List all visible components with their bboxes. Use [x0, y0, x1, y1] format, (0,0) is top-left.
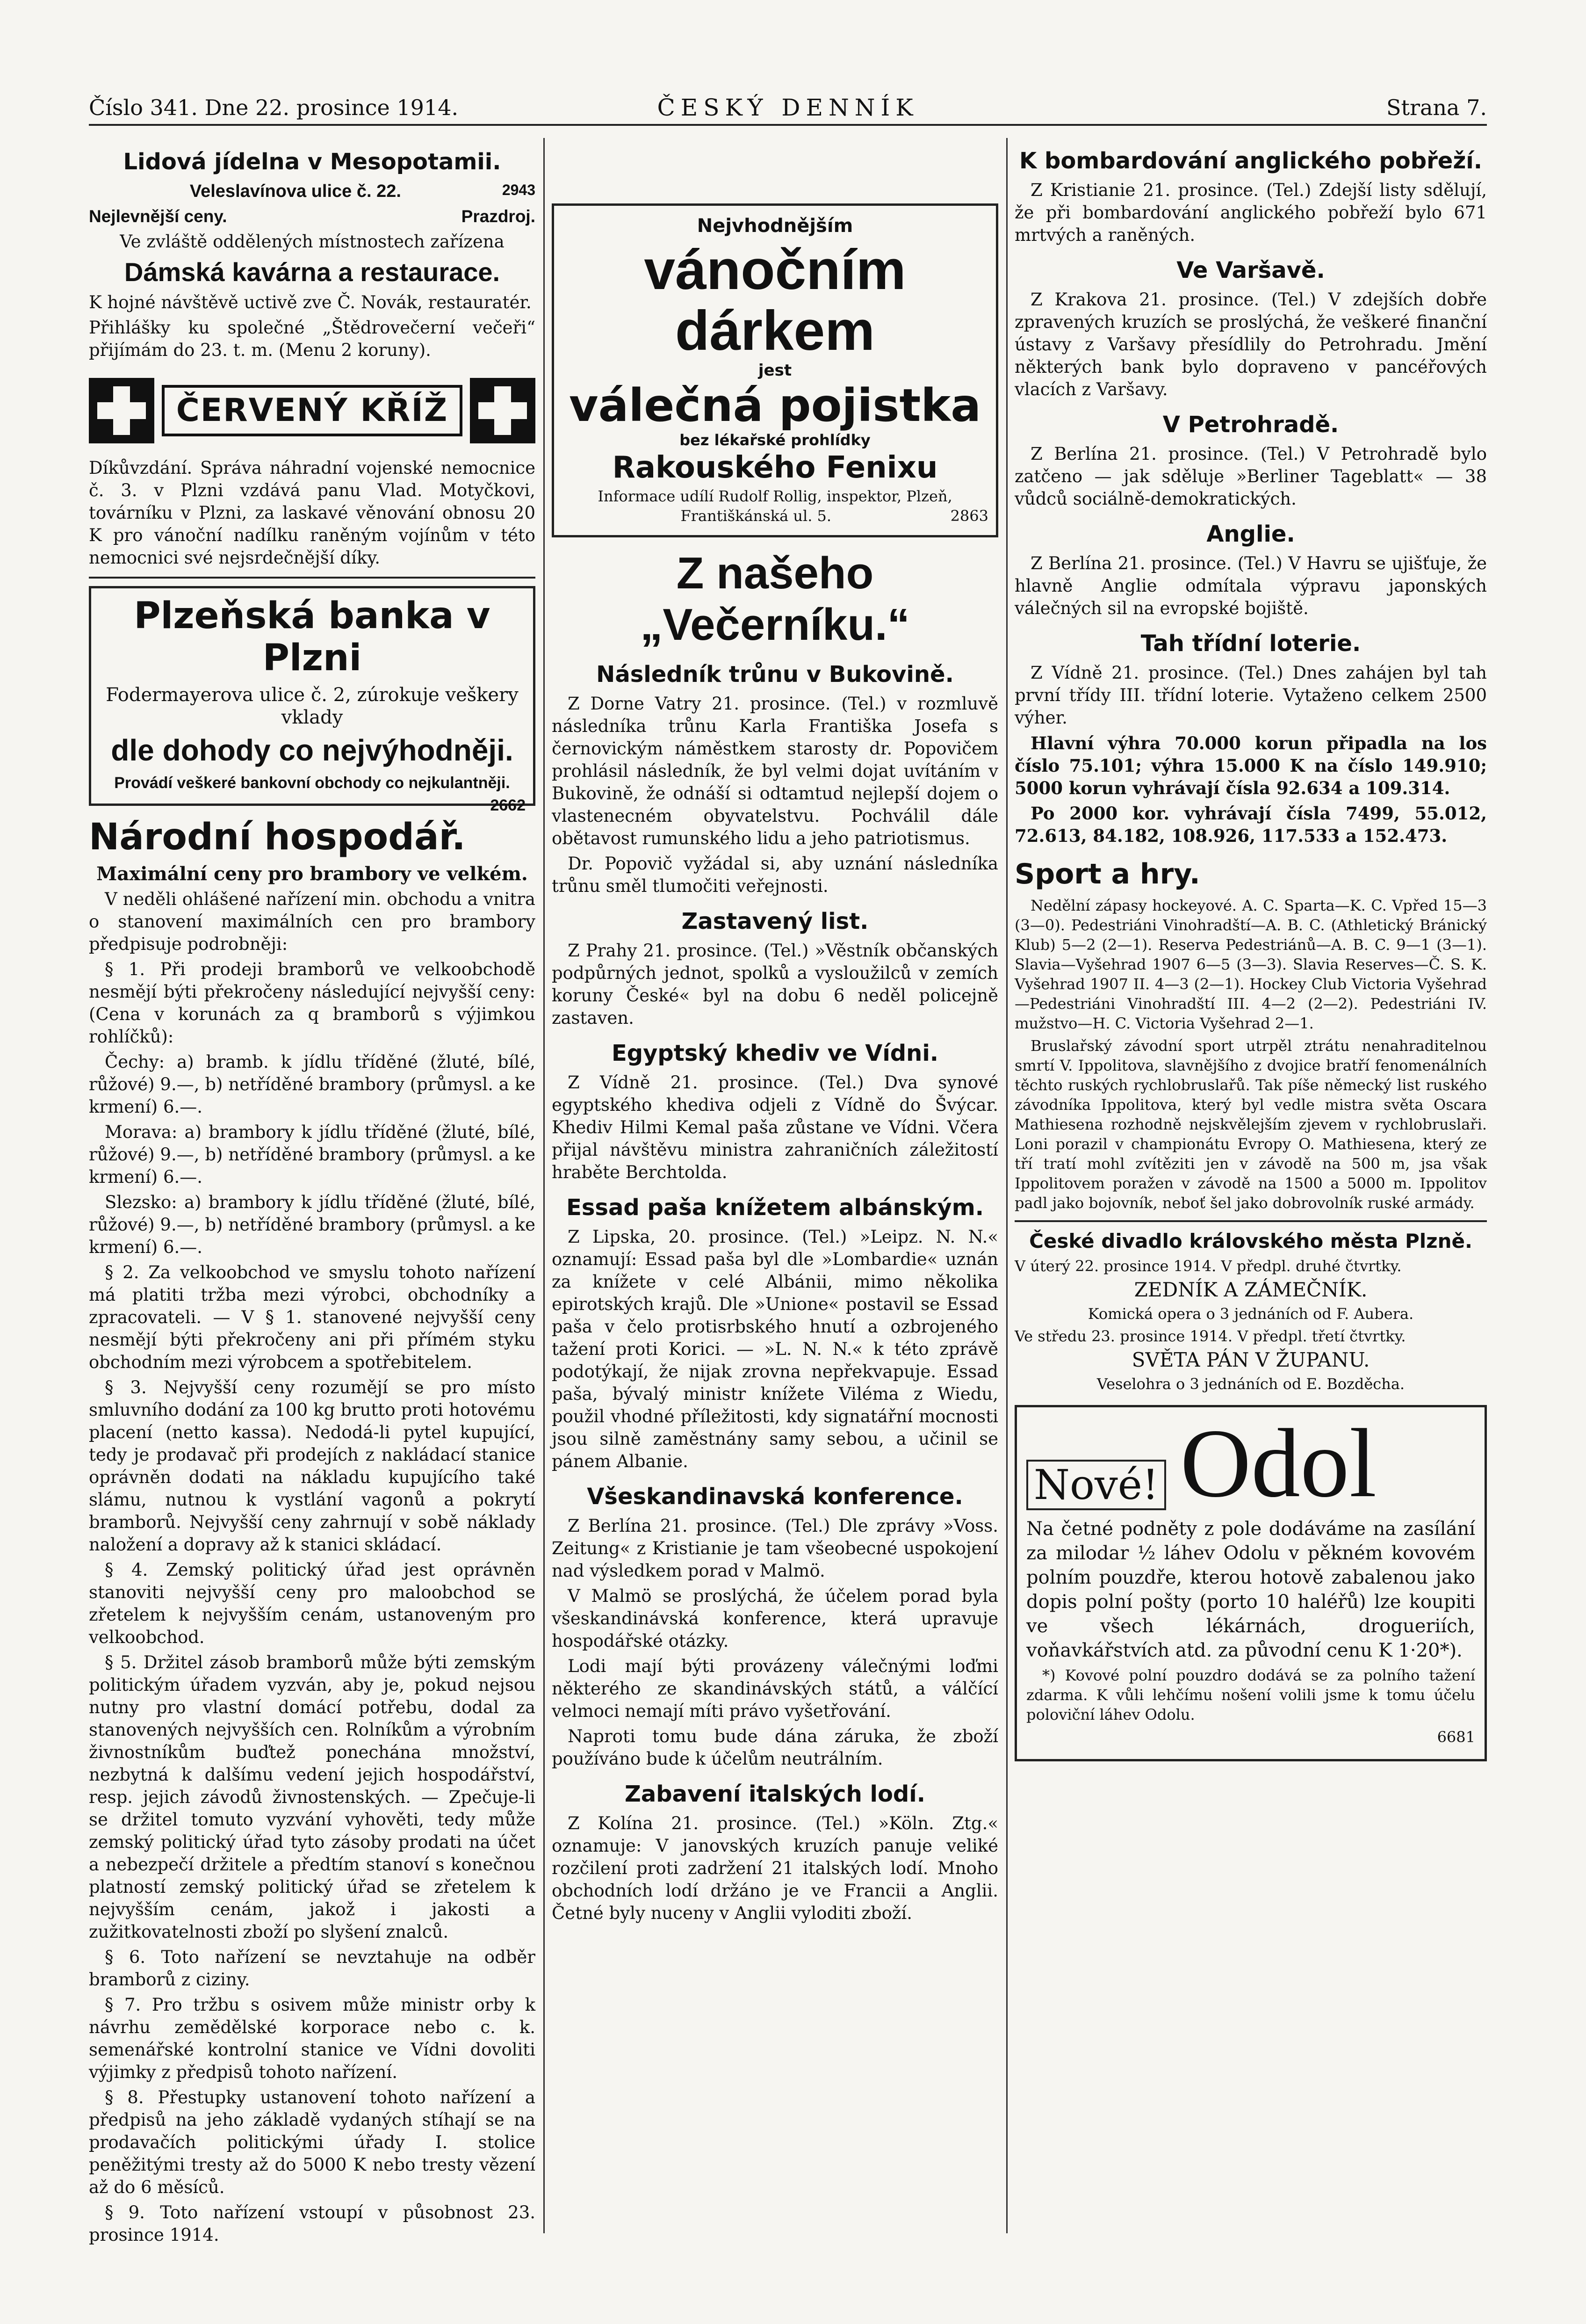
paragraph: Dr. Popovič vyžádal si, aby uznání následníka trůnu směl tlumočiti veřejnosti. — [552, 854, 998, 896]
ad-restaurant-owner: K hojné návštěvě uctivě zve Č. Novák, restauratér. — [89, 292, 532, 312]
theatre-line: V úterý 22. prosince 1914. V předpl. druhé čtvrtky. — [1015, 1257, 1402, 1275]
insurance-l1: Nejvhodnějším — [697, 215, 853, 237]
insurance-l5: bez lékařské prohlídky — [679, 431, 871, 449]
odol-note: *) Kovové polní pouzdro dodává se za polního tažení zdarma. K vůli lehčímu nošení volili jsme k tomu účelu poloviční láhev Odolu. — [1026, 1666, 1475, 1723]
paragraph: Po 2000 kor. vyhrávají čísla 7499, 55.012, 72.613, 84.182, 108.926, 117.533 a 152.473. — [1015, 803, 1487, 846]
article-title: Sport a hry. — [1015, 858, 1200, 891]
paragraph: Slezsko: a) brambory k jídlu tříděné (žluté, bílé, růžové) 9.—, b) netříděné brambory (průmysl. a ke krmení) 6.—. — [89, 1192, 535, 1257]
paragraph: § 1. Při prodeji bramborů ve velkoobchodě nesmějí býti překročeny následující nejvyšší ceny: (Cena v korunách za q bramborů s výjimkou rohlíčků): — [89, 959, 535, 1047]
paragraph: Z Berlína 21. prosince. (Tel.) Dle zprávy »Voss. Zeitung« z Kristianie je tam všeobecné uspokojení nad výsledkem porad v Malmö. — [552, 1516, 998, 1581]
insurance-contact: Informace udílí Rudolf Rollig, inspektor, Plzeň, Františkánská ul. 5. — [598, 487, 952, 525]
theatre-program — [1015, 1230, 1487, 1394]
ad-bank — [89, 586, 535, 814]
paragraph: Z Krakova 21. prosince. (Tel.) V zdejších dobře zpravených kruzích se proslýchá, že veškeré finanční ústavy z Varšavy přesídlily do Petrohradu. Jmění některých bank bylo dopraveno v pancéřových vlacích z Varšavy. — [1015, 290, 1487, 399]
paragraph: Z Vídně 21. prosince. (Tel.) Dva synové egyptského khediva odjeli z Vídně do Švýcar. Khediv Hilmi Kemal paša zůstane ve Vídni. Včera přijal návštěvu ministra zahraničních záležitostí hraběte Berchtolda. — [552, 1072, 998, 1182]
paragraph: Hlavní výhra 70.000 korun připadla na los číslo 75.101; výhra 15.000 K na číslo 149.910; 5000 korun vyhrávají čísla 92.634 a 109.314. — [1015, 733, 1487, 798]
column-1 — [89, 138, 535, 2245]
odol-new-label: Nové! — [1026, 1460, 1166, 1510]
paragraph: Z Dorne Vatry 21. prosince. (Tel.) v rozmluvě následníka trůnu Karla Františka Josefa s černovickým náměstkem starosty dr. Popovičem prohlásil následník, že byl velmi dojat uvítáním v Bukovině, že odnáší si odtamtud nejlepší dojem o vlastenecném obyvatelstvu. Pochválil dále obětavost rumunského lidu a jeho patriotismus. — [552, 694, 998, 848]
page-header — [89, 91, 1487, 126]
newspaper-title: ČESKÝ DENNÍK — [657, 94, 919, 121]
article-title: Tah třídní loterie. — [1140, 630, 1361, 657]
article-title: Ve Varšavě. — [1176, 257, 1325, 283]
column-3 — [1015, 138, 1487, 2233]
paragraph: Čechy: a) bramb. k jídlu tříděné (žluté, bílé, růžové) 9.—, b) netříděné brambory (průmysl. a ke krmení) 6.—. — [89, 1052, 535, 1117]
article-title: Egyptský khediv ve Vídni. — [611, 1040, 939, 1066]
column-divider — [1006, 138, 1008, 2233]
ad-odol — [1015, 1405, 1487, 1761]
red-cross-icon — [89, 378, 154, 443]
theatre-play: SVĚTA PÁN V ŽUPANU. — [1132, 1348, 1370, 1371]
paragraph: V neděli ohlášené nařízení min. obchodu a vnitra o stanovení maximálních cen pro brambory předpisuje podrobněji: — [89, 889, 535, 954]
ad-restaurant-address: Veleslavínova ulice č. 22. — [189, 181, 401, 201]
ad-restaurant — [89, 148, 535, 362]
column-2 — [552, 138, 998, 2233]
ad-restaurant-cafe: Dámská kavárna a restaurace. — [124, 257, 500, 287]
insurance-l4: válečná pojistka — [569, 379, 981, 432]
ad-restaurant-line: Ve zvláště oddělených místnostech zařízena — [120, 232, 505, 252]
paragraph: § 6. Toto nařízení se nevztahuje na odběr bramborů z ciziny. — [89, 1947, 535, 1990]
insurance-l2: vánočním dárkem — [644, 239, 906, 362]
ad-restaurant-prices: Nejlevnější ceny. — [89, 207, 227, 226]
article-title: V Petrohradě. — [1162, 412, 1339, 438]
paragraph: § 5. Držitel zásob bramborů může býti zemským politickým úřadem vyzván, aby je, pokud nejsou nutny pro vlastní domácí potřebu, dodal za stanovených nejvyšších cen. Rolníkům a výrobním živnostníkům buďtež ponechána množství, nezbytná k dalšímu vedení jejich hospodářství, resp. jejich závodů živnostenských. — Zpečuje-li se držitel tomuto vyzvání vyhověti, tedy může zemský politický úřad tyto zásoby prodati na účet a nebezpečí držitele a předtím stanoví s konečnou platností zemský politický úřad se zřetelem k nejvyšším cenám, jakož i jakosti a zužitkovatelnosti zboží po slyšení znalců. — [89, 1652, 535, 1942]
odol-logo: Odol — [1180, 1409, 1377, 1518]
article-title: Následník trůnu v Bukovině. — [596, 661, 954, 688]
red-cross-banner — [89, 376, 535, 446]
paragraph: Morava: a) brambory k jídlu tříděné (žluté, bílé, růžové) 9.—, b) netříděné brambory (průmysl. a ke krmení) 6.—. — [89, 1122, 535, 1187]
article-title: Zastavený list. — [681, 908, 869, 934]
paragraph: § 4. Zemský politický úřad jest oprávněn stanoviti nejvyšší ceny pro maloobchod se zřetelem k nejvyšším cenám, ustanoveným pro velkoobchod. — [89, 1560, 535, 1647]
red-cross-icon — [470, 378, 535, 443]
article-title: Essad paša knížetem albánským. — [566, 1195, 984, 1221]
paragraph: Bruslařský závodní sport utrpěl ztrátu nenahraditelnou smrtí V. Ippolitova, slavnějšího z dvojice bratří fenomenálních těchto ruských rychlobruslařů. Tak píše německý list ruského závodníka Ippolitova, který byl vedle mistra světa Oscara Mathiesena rozhodně nejskvělejším zjevem v rychlobruslaři. Loni porazil v championátu Evropy O. Mathiesena, který ze tří tratí mohl zvítěziti jen v závodě na 500 m, jsa však Ippolitovem poražen v závodě na 1500 a 5000 m. Ippolitov padl jako bojovník, neboť šel jako dobrovolník ruské armády. — [1015, 1037, 1487, 1212]
section-title: Z našeho „Večerníku.“ — [640, 548, 910, 650]
bank-title: Plzeňská banka v Plzni — [134, 595, 490, 679]
red-cross-thanks: Díkůvzdání. Správa náhradní vojenské nemocnice č. 3. v Plzni vzdává panu Vlad. Motyčkovi, továrníku v Plzni, za laskavé věnování obnosu 20 K pro vánoční nadílku raněným vojínům v této nemocnici své nejsrdečnější díky. — [89, 458, 535, 568]
bank-services: Provádí veškeré bankovní obchody co nejkulantněji. — [114, 774, 510, 792]
ad-restaurant-dinner: Přihlášky ku společné „Štědrovečerní večeři“ přijímám do 23. t. m. (Menu 2 koruny). — [89, 318, 535, 360]
paragraph: § 8. Přestupky ustanovení tohoto nařízení a předpisů na jeho základě vydaných stíhají se na prodavačích politickými úřady I. stolice peněžitými tresty až do 5000 K nebo tresty vězení až do 6 měsíců. — [89, 2087, 535, 2197]
paragraph: § 2. Za velkoobchod ve smyslu tohoto nařízení má platiti tržba mezi výrobci, obchodníky a zpracovateli. — V § 1. stanovené nejvyšší ceny nesmějí býti překročeny ani při přímém styku obchodním mezi výrobcem a spotřebitelem. — [89, 1262, 535, 1372]
divider — [89, 577, 535, 579]
paragraph: Z Prahy 21. prosince. (Tel.) »Věstník občanských podpůrných jednot, spolků a vysloužilců v zemích koruny České« byl na dobu 6 neděl policejně zastaven. — [552, 941, 998, 1028]
odol-text: Na četné podněty z pole dodáváme na zasílání za milodar ½ láhev Odolu v pěkném kovovém polním pouzdře, kterou hotově zabalenou jako dopis polní pošty (porto 10 haléřů) lze koupiti ve všech lékárnách, drogueriích, voňavkářstvích atd. za původní cenu K 1·20*). — [1026, 1518, 1475, 1661]
paragraph: § 7. Pro tržbu s osivem může ministr orby k návrhu zemědělské korporace nebo c. k. semenářské kontrolní stanice ve Vídni dovoliti výjimky z předpisů tohoto nařízení. — [89, 1995, 535, 2082]
paragraph: Nedělní zápasy hockeyové. A. C. Sparta—K. C. Vpřed 15—3 (3—0). Pedestriáni Vinohradští—A. B. C. (Athletický Bránický Klub) 5—2 (2—1). Reserva Pedestriánů—A. B. C. 9—1 (3—1). Slavia—Vyšehrad 1907 6—5 (3—3). Slavia Reserves—Č. S. K. Vyšehrad 1907 II. 4—3 (2—1). Hockey Club Victoria Vyšehrad —Pedestriáni Vinohradští III. 4—2 (2—2). Pedestriáni IV. mužstvo—H. C. Victoria Vyšehrad 2—1. — [1015, 897, 1487, 1032]
theatre-line: Ve středu 23. prosince 1914. V předpl. třetí čtvrtky. — [1015, 1327, 1406, 1345]
article-title: Zabavení italských lodí. — [625, 1781, 925, 1807]
ad-restaurant-beer: Prazdroj. — [461, 207, 535, 226]
issue-date: Číslo 341. Dne 22. prosince 1914. — [89, 95, 459, 120]
bank-slogan: dle dohody co nejvýhodněji. — [111, 733, 513, 767]
paragraph: § 9. Toto nařízení vstoupí v působnost 23. prosince 1914. — [89, 2202, 535, 2245]
theatre-play: ZEDNÍK A ZÁMEČNÍK. — [1134, 1278, 1368, 1301]
paragraph: V Malmö se proslýchá, že účelem porad byla všeskandinávská konference, která upravuje hospodářské otázky. — [552, 1586, 998, 1651]
article-title: Všeskandinavská konference. — [587, 1484, 963, 1510]
section-title: Národní hospodář. — [89, 816, 466, 858]
article-title: Maximální ceny pro brambory ve velkém. — [96, 863, 528, 885]
paragraph: Lodi mají býti provázeny válečnými loďmi některého ze skandinávských států, a válčící velmoci nemají míti právo vyšetřování. — [552, 1656, 998, 1721]
paragraph: Z Lipska, 20. prosince. (Tel.) »Leipz. N. N.« oznamují: Essad paša byl dle »Lombardie« uznán za knížete v celé Albánii, mimo několika epirotských krajů. Dle »Unione« postavil se Essad paša v čelo protisrbského hnutí a ozbrojeného tažení proti Korici. — »L. N. N.« k této zprávě podotýkají, že nijak zrovna nepřekvapuje. Essad paša, bývalý ministr knížete Viléma z Wiedu, použil vhodné příležitosti, kdy signatářní mocnosti jsou silně zaměstnány samy sebou, a učinil se pánem Albanie. — [552, 1227, 998, 1471]
article-title: Anglie. — [1206, 521, 1295, 547]
insurance-l3: jest — [758, 361, 792, 380]
divider — [1015, 1220, 1487, 1222]
paragraph: Z Kolína 21. prosince. (Tel.) »Köln. Ztg.« oznamuje: V janovských kruzích panuje veliké rozčilení proti zadržení 21 italských lodí. Mnoho obchodních lodí držáno je ve Francii a Anglii. Četné byly nuceny v Anglii vyloditi zboží. — [552, 1813, 998, 1923]
ad-number: 2662 — [490, 796, 526, 814]
paragraph: Naproti tomu bude dána záruka, že zboží používáno bude k účelům neutrálním. — [552, 1726, 998, 1769]
theatre-line: Komická opera o 3 jednáních od F. Aubera. — [1088, 1305, 1414, 1323]
ad-insurance — [552, 203, 998, 537]
page-number: Strana 7. — [1386, 95, 1487, 120]
column-divider — [543, 138, 545, 2233]
paragraph: Z Vídně 21. prosince. (Tel.) Dnes zahájen byl tah první třídy III. třídní loterie. Vytaženo celkem 2500 výher. — [1015, 663, 1487, 728]
paragraph: Z Berlína 21. prosince. (Tel.) V Petrohradě bylo zatčeno — jak sděluje »Berliner Tageblatt« — 38 vůdců sociálně-demokratických. — [1015, 444, 1487, 509]
paragraph: Z Berlína 21. prosince. (Tel.) V Havru se ujišťuje, že hlavně Anglie odmítala výpravu japonských válečných sil na evropské bojiště. — [1015, 553, 1487, 618]
insurance-l6: Rakouského Fenixu — [612, 450, 938, 485]
theatre-title: České divadlo královského města Plzně. — [1029, 1230, 1472, 1252]
bank-address: Fodermayerova ulice č. 2, zúrokuje veškery vklady — [106, 684, 519, 728]
ad-number: 6681 — [1437, 1728, 1475, 1746]
ad-number: 2943 — [502, 181, 535, 198]
paragraph: § 3. Nejvyšší ceny rozumějí se pro místo smluvního dodání za 100 kg brutto proti hotovému placení (netto kassa). Nedodá-li pytel kupující, tedy je prodavač při prodejích z nakládací stanice oprávněn dodati na nákladu kupujícího také slámu, nutnou k vystlání vagonů a pokrytí bramborů. Nejvyšší ceny zahrnují v sobě náklady naložení a dopravy až k stanici skládací. — [89, 1377, 535, 1555]
article-body — [89, 888, 535, 2246]
ad-restaurant-title: Lidová jídelna v Mesopotamii. — [123, 149, 501, 175]
theatre-line: Veselohra o 3 jednáních od E. Bozděcha. — [1096, 1375, 1405, 1393]
article-title: K bombardování anglického pobřeží. — [1019, 148, 1482, 174]
paragraph: Z Kristianie 21. prosince. (Tel.) Zdejší listy sdělují, že při bombardování anglického pobřeží bylo 671 mrtvých a raněných. — [1015, 180, 1487, 245]
red-cross-title: ČERVENÝ KŘÍŽ — [162, 385, 462, 436]
ad-number: 2863 — [950, 507, 988, 525]
